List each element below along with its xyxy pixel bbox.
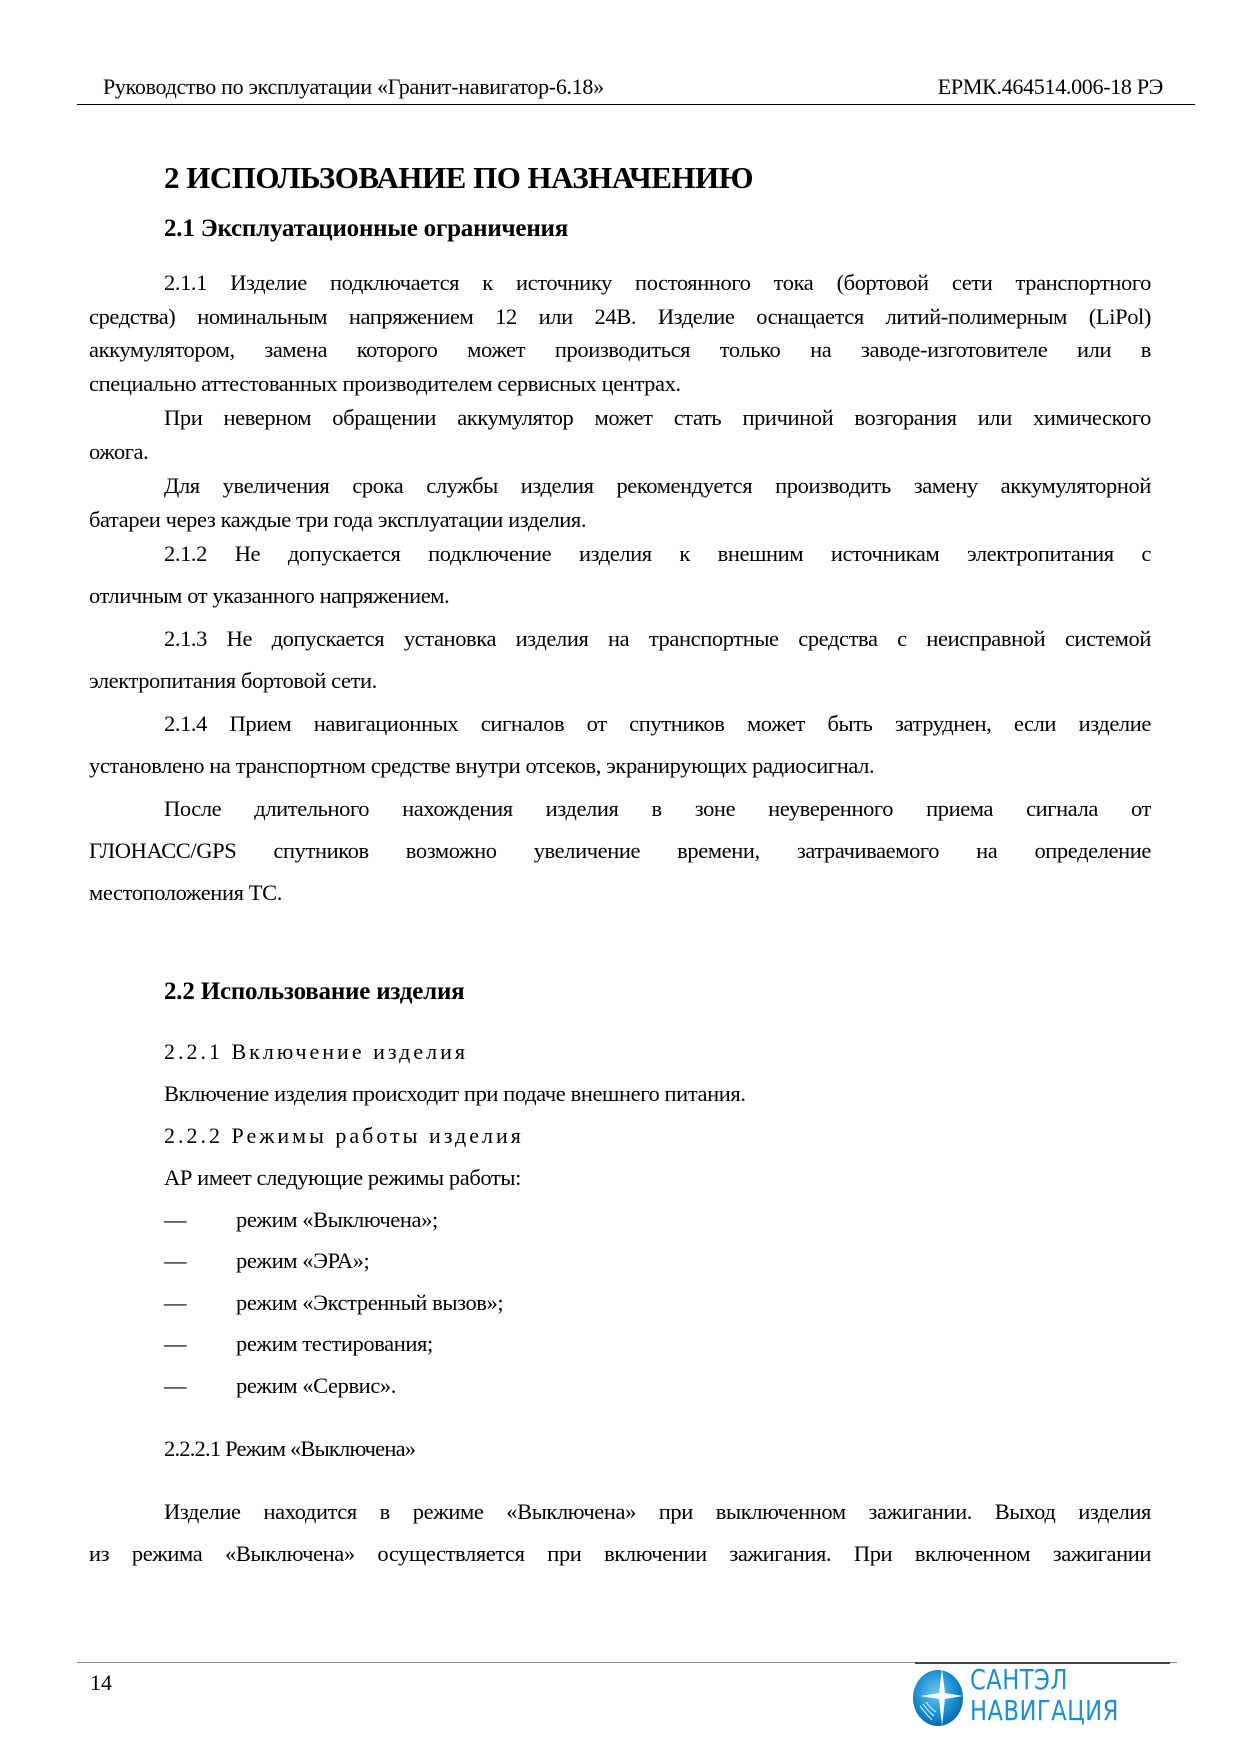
logo-line-2: НАВИГАЦИЯ (970, 1694, 1119, 1727)
subsection-2-2-1-title: 2.2.1 Включение изделия (164, 1039, 468, 1064)
list-bullet-dash: — (164, 1331, 187, 1356)
list-bullet-dash: — (164, 1373, 187, 1398)
list-bullet-dash: — (164, 1290, 187, 1315)
paragraph-2-1-1-line: специально аттестованных производителем сервисных центрах. (89, 371, 681, 396)
list-bullet-dash: — (164, 1207, 187, 1232)
page-number: 14 (90, 1670, 112, 1695)
logo-line-1: САНТЭЛ (970, 1663, 1068, 1696)
paragraph-2-1-3-line: электропитания бортовой сети. (89, 668, 377, 693)
list-item: режим «Сервис». (236, 1373, 396, 1398)
paragraph-after-line: местоположения ТС. (89, 880, 282, 905)
paragraph-2-1-1-line: 2.1.1 Изделие подключается к источнику постоянного тока (бортовой сети транспортного (164, 270, 1151, 295)
paragraph-fire-line: ожога. (89, 439, 149, 464)
paragraph-2-1-3-line: 2.1.3 Не допускается установка изделия на транспортные средства с неисправной системой (164, 626, 1151, 651)
subsection-2-1-title: 2.1 Эксплуатационные ограничения (164, 215, 569, 242)
paragraph-2-2-2-1-line: Изделие находится в режиме «Выключена» при выключенном зажигании. Выход изделия (164, 1499, 1151, 1524)
document-code: ЕРМК.464514.006-18 РЭ (937, 74, 1163, 99)
paragraph-2-2-2-1-line: из режима «Выключена» осуществляется при включении зажигания. При включенном зажигании (89, 1541, 1151, 1566)
paragraph-after-line: После длительного нахождения изделия в зоне неуверенного приема сигнала от (164, 796, 1151, 821)
list-item: режим «Экстренный вызов»; (236, 1290, 504, 1315)
paragraph-2-2-1: Включение изделия происходит при подаче внешнего питания. (164, 1081, 746, 1106)
paragraph-fire-line: При неверном обращении аккумулятор может стать причиной возгорания или химического (164, 405, 1151, 430)
paragraph-life-line: Для увеличения срока службы изделия рекомендуется производить замену аккумуляторной (164, 473, 1151, 498)
globe-star-icon (912, 1666, 964, 1728)
paragraph-2-1-2-line: 2.1.2 Не допускается подключение изделия к внешним источникам электропитания с (164, 541, 1151, 566)
list-bullet-dash: — (164, 1248, 187, 1273)
paragraph-2-1-1-line: аккумулятором, замена которого может производиться только на заводе-изготовителе или в (89, 337, 1151, 362)
section-title: 2 ИСПОЛЬЗОВАНИЕ ПО НАЗНАЧЕНИЮ (164, 160, 754, 195)
header-divider (77, 104, 1195, 105)
paragraph-2-1-4-line: установлено на транспортном средстве внутри отсеков, экранирующих радиосигнал. (89, 753, 875, 778)
company-logo (912, 1663, 1172, 1732)
subsection-2-2-2-1-title: 2.2.2.1 Режим «Выключена» (164, 1436, 416, 1461)
paragraph-after-line: ГЛОНАСС/GPS спутников возможно увеличение времени, затрачиваемого на определение (89, 838, 1151, 863)
list-item: режим «Выключена»; (236, 1207, 438, 1232)
paragraph-life-line: батареи через каждые три года эксплуатации изделия. (89, 507, 587, 532)
subsection-2-2-2-title: 2.2.2 Режимы работы изделия (164, 1123, 524, 1148)
document-title: Руководство по эксплуатации «Гранит-навигатор-6.18» (103, 74, 604, 99)
subsection-2-2-title: 2.2 Использование изделия (164, 978, 465, 1005)
paragraph-2-1-4-line: 2.1.4 Прием навигационных сигналов от спутников может быть затруднен, если изделие (164, 711, 1151, 736)
logo-wordmark (970, 1664, 1135, 1726)
list-item: режим «ЭРА»; (236, 1248, 370, 1273)
paragraph-2-1-1-line: средства) номинальным напряжением 12 или 24В. Изделие оснащается литий-полимерным (LiPol) (89, 304, 1151, 329)
modes-intro: АР имеет следующие режимы работы: (164, 1165, 521, 1190)
paragraph-2-1-2-line: отличным от указанного напряжением. (89, 583, 450, 608)
list-item: режим тестирования; (236, 1331, 433, 1356)
